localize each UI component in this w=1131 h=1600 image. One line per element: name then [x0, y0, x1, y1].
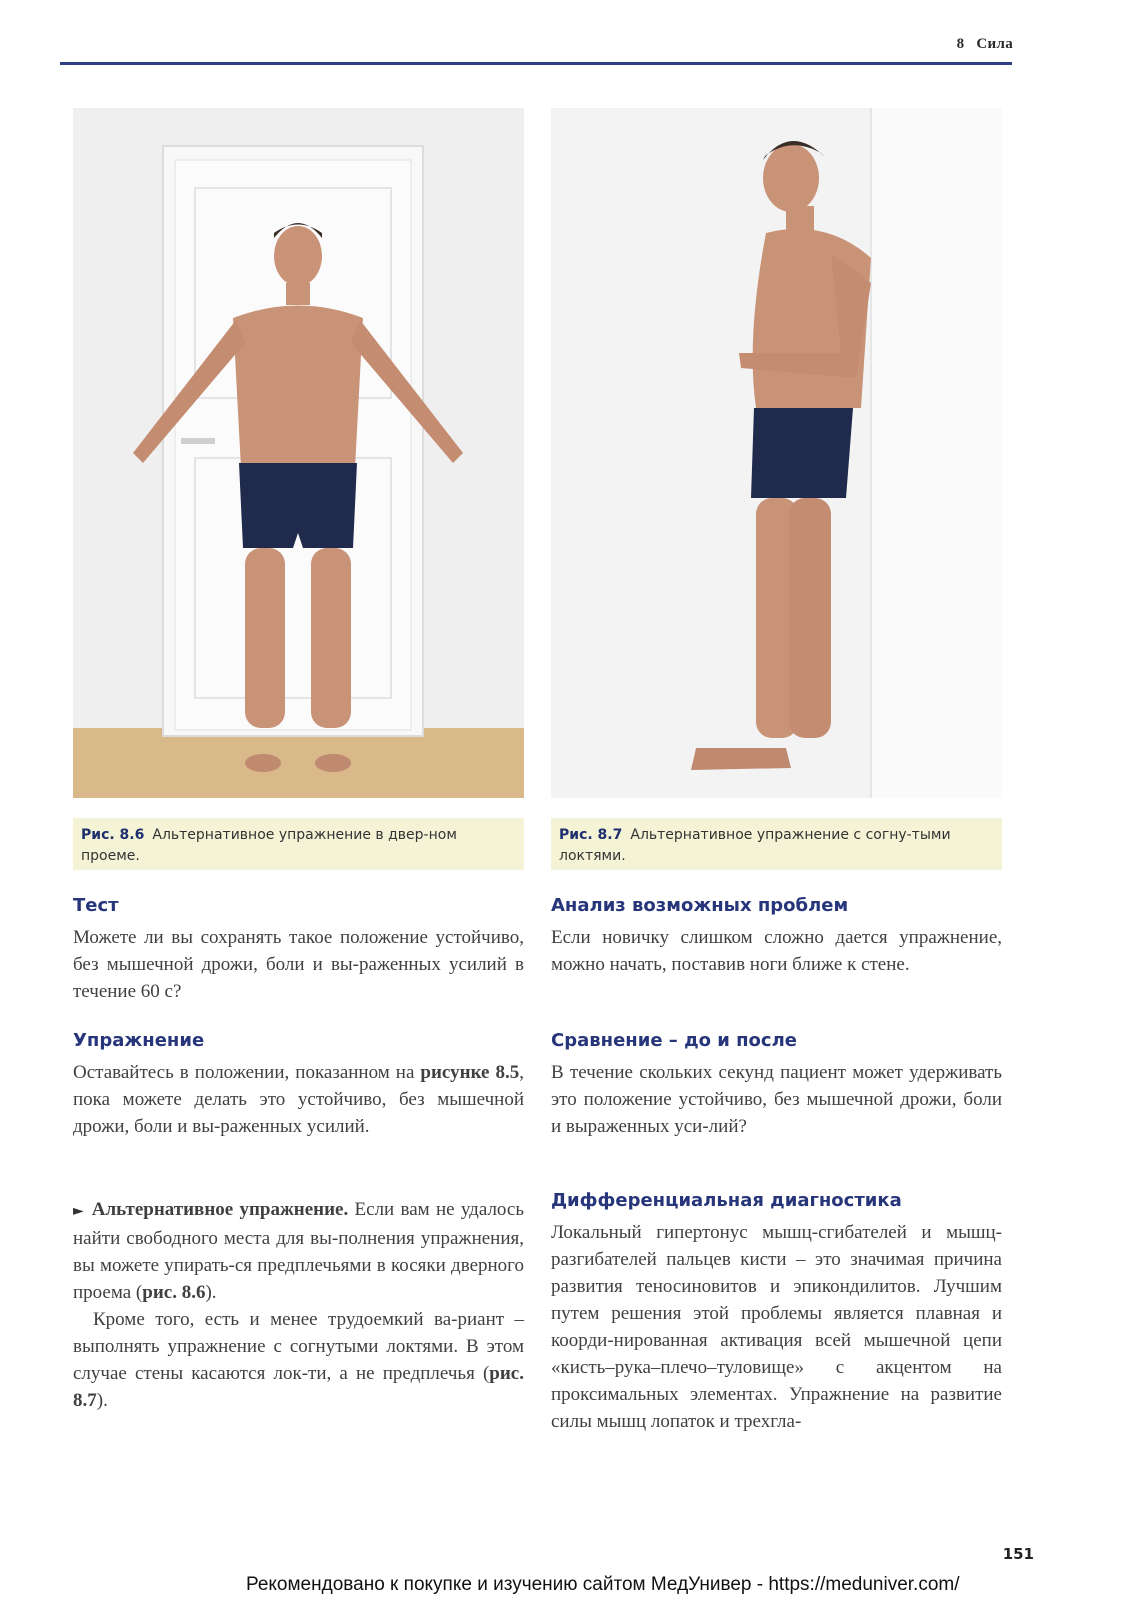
section-comparison [551, 1030, 1002, 1140]
section-exercise [73, 1030, 524, 1140]
section-text [73, 1196, 524, 1306]
figure-8-7-caption [551, 818, 1002, 870]
header-rule [60, 62, 1012, 65]
text-run: , пока можете делать это устойчиво, без мышечной дрожи, боли и вы-раженных усилий. [73, 1062, 524, 1137]
figure-8-6-caption [73, 818, 524, 870]
section-heading: Сравнение – до и после [551, 1030, 797, 1051]
section-heading: Тест [73, 895, 119, 916]
section-heading: Упражнение [73, 1030, 205, 1051]
section-text: Локальный гипертонус мышц-сгибателей и мышц-разгибателей пальцев кисти – это значимая причина развития теносиновитов и эпикондилитов. Лучшим путем решения этой проблемы является плавная и коорди-нированная активация всей мышечной цепи «кисть–рука–плечо–туловище» с акцентом на проксимальных элементах. Упражнение на развитие силы мышц лопаток и трехгла- [551, 1222, 1002, 1432]
figure-caption-text: Альтернативное упражнение с согну-тыми локтями. [559, 827, 951, 864]
section-heading: Анализ возможных проблем [551, 895, 849, 916]
figure-reference: рис. 8.7 [73, 1363, 524, 1411]
page-number: 151 [1002, 1545, 1034, 1563]
section-text [73, 1306, 524, 1414]
section-text: Если новичку слишком сложно дается упражнение, можно начать, поставив ноги ближе к стене. [551, 927, 1002, 975]
text-run: Оставайтесь в положении, показанном на [73, 1062, 421, 1083]
text-run: ). [205, 1282, 217, 1303]
figure-label: Рис. 8.7 [559, 827, 623, 843]
section-text [73, 1059, 524, 1140]
footer-note: Рекомендовано к покупке и изучению сайтом МедУнивер - https://meduniver.com/ [246, 1574, 960, 1595]
chapter-title: Сила [976, 36, 1013, 52]
chapter-number: 8 [956, 36, 965, 52]
section-text: В течение скольких секунд пациент может удерживать это положение устойчиво, без мышечной дрожи, боли и выраженных уси-лий? [551, 1062, 1002, 1137]
figure-caption-text: Альтернативное упражнение в двер-ном проеме. [81, 827, 457, 864]
text-run: Кроме того, есть и менее трудоемкий ва-риант – выполнять упражнение с согнутыми локтями. В этом случае стены касаются лок-ти, а не предплечья ( [73, 1309, 524, 1384]
section-problems [551, 895, 1002, 978]
arrow-marker-icon: ► [73, 1203, 84, 1219]
figure-8-6-photo [73, 108, 524, 798]
section-heading: Дифференциальная диагностика [551, 1190, 902, 1211]
text-run: Если вам не удалось найти свободного места для вы-полнения упражнения, вы можете упирать-ся предплечьями в косяки дверного проема ( [73, 1199, 525, 1303]
section-text: Можете ли вы сохранять такое положение устойчиво, без мышечной дрожи, боли и вы-раженных усилий в течение 60 с? [73, 927, 524, 1002]
running-header [957, 36, 1013, 53]
figure-reference: рисунке 8.5 [420, 1062, 520, 1083]
section-alternative [73, 1196, 524, 1414]
paragraph-lead: Альтернативное упражнение. [91, 1199, 349, 1220]
section-diagnostics [551, 1190, 1002, 1435]
figure-reference: рис. 8.6 [142, 1282, 206, 1303]
section-test [73, 895, 524, 1005]
figure-8-7-photo [551, 108, 1002, 798]
text-run: ). [96, 1390, 108, 1411]
figure-label: Рис. 8.6 [81, 827, 145, 843]
